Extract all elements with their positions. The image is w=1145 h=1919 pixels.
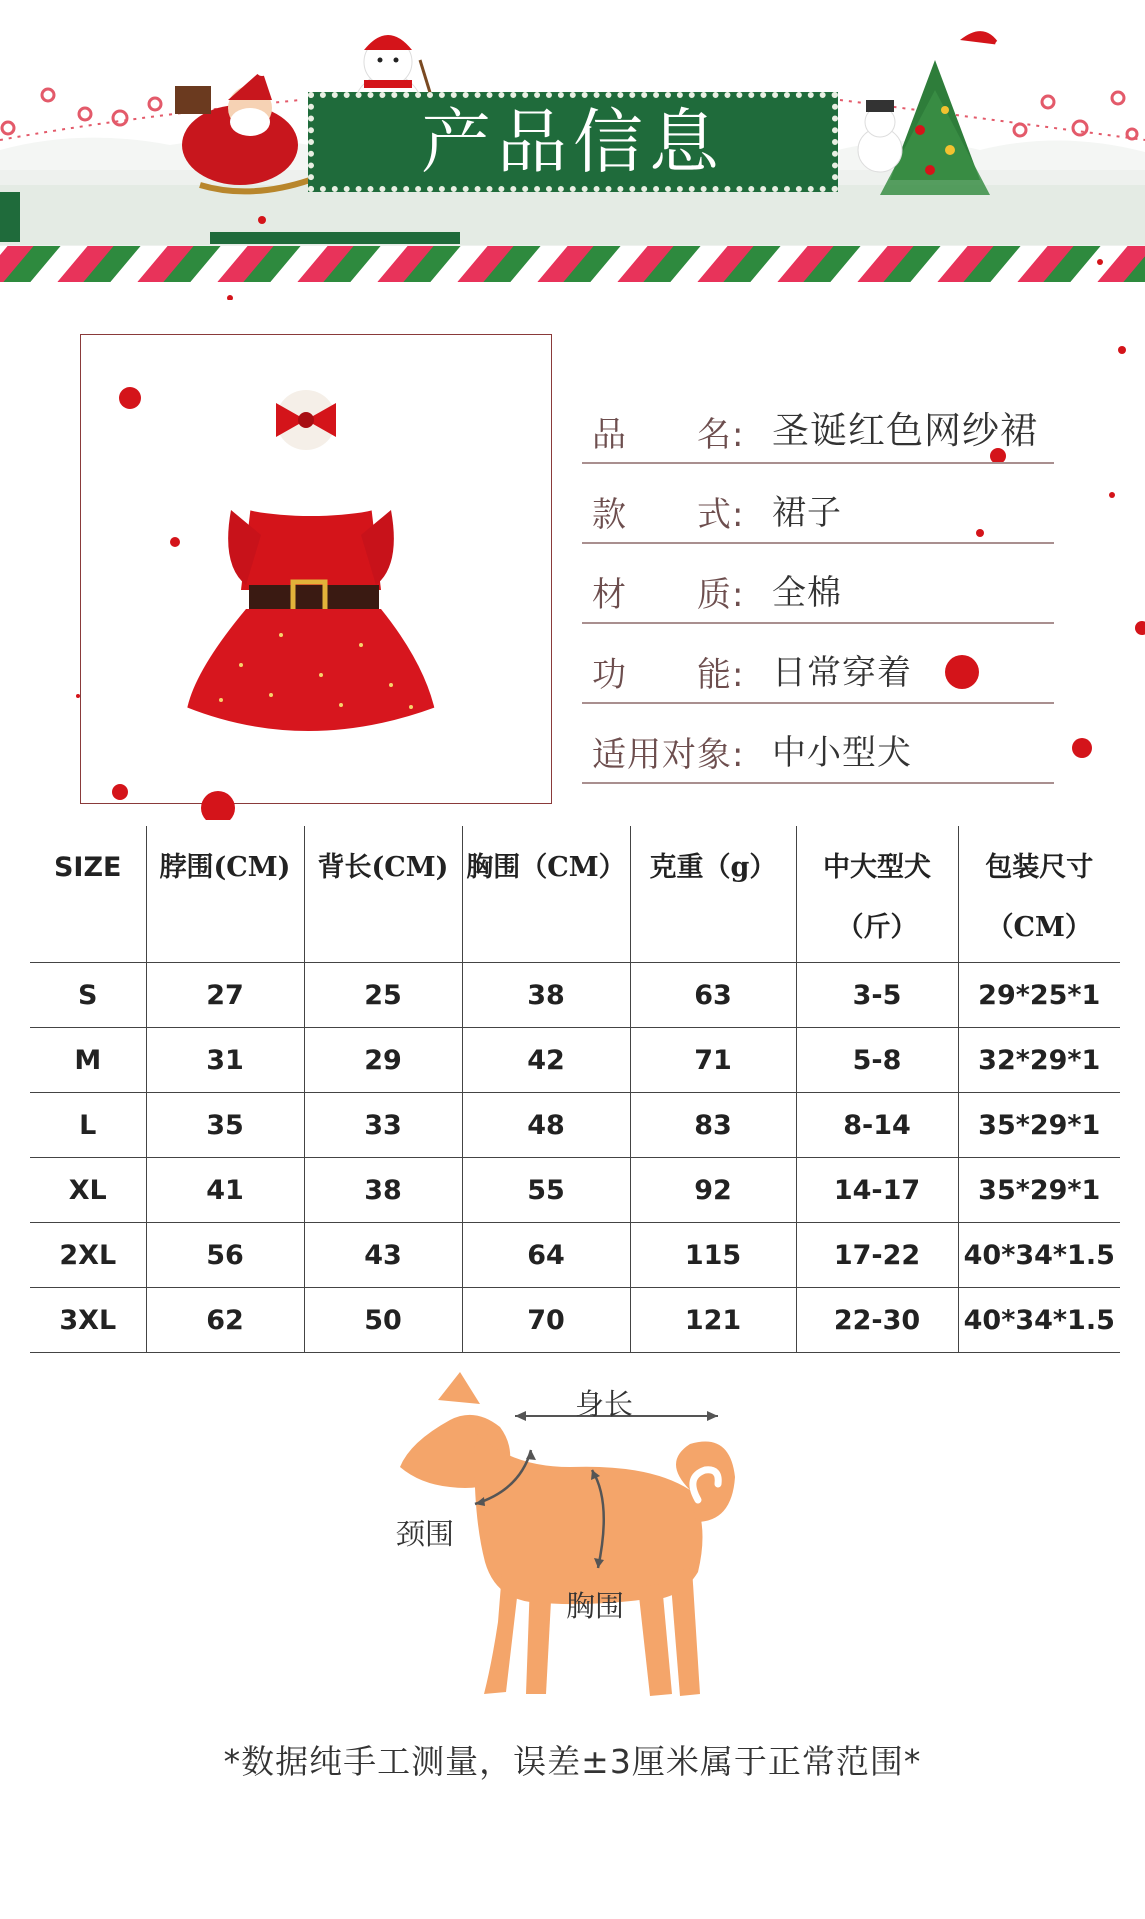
table-cell: 70: [462, 1288, 630, 1353]
table-cell: 56: [146, 1223, 304, 1288]
table-cell: 31: [146, 1028, 304, 1093]
table-row: [30, 1028, 1120, 1093]
table-cell: 35: [146, 1093, 304, 1158]
table-row: [30, 1223, 1120, 1288]
info-row-material: [582, 552, 1054, 624]
info-row-function: [582, 632, 1054, 704]
table-cell: 25: [304, 963, 462, 1028]
info-value: 圣诞红色网纱裙: [772, 409, 1038, 452]
header-cell: SIZE: [30, 826, 146, 963]
table-cell: 35*29*1: [958, 1093, 1120, 1158]
table-cell: 55: [462, 1158, 630, 1223]
table-cell: 8-14: [796, 1093, 958, 1158]
body-length-label: 身长: [575, 1387, 634, 1421]
header-cell: 克重（g）: [630, 826, 796, 963]
neck-label: 颈围: [396, 1517, 455, 1551]
table-cell: 63: [630, 963, 796, 1028]
table-cell: 17-22: [796, 1223, 958, 1288]
table-cell: 40*34*1.5: [958, 1223, 1120, 1288]
header-cell: 中大型犬 （斤）: [796, 826, 958, 963]
table-cell: 5-8: [796, 1028, 958, 1093]
info-label: 材 质:: [592, 575, 745, 615]
info-value: 日常穿着: [772, 653, 912, 693]
table-cell: 50: [304, 1288, 462, 1353]
header-cell: 包装尺寸 （CM）: [958, 826, 1120, 963]
info-label: 品 名:: [592, 415, 745, 455]
info-row-style: [582, 472, 1054, 544]
table-cell: 83: [630, 1093, 796, 1158]
header-cell: 脖围(CM): [146, 826, 304, 963]
size-table: [30, 826, 1120, 1353]
table-cell: 29: [304, 1028, 462, 1093]
table-cell: 64: [462, 1223, 630, 1288]
table-cell: 42: [462, 1028, 630, 1093]
table-row: [30, 1288, 1120, 1353]
table-cell: 38: [304, 1158, 462, 1223]
info-row-target: [582, 712, 1054, 784]
table-row: [30, 1093, 1120, 1158]
chest-label: 胸围: [566, 1589, 625, 1623]
table-cell: 35*29*1: [958, 1158, 1120, 1223]
table-cell: 71: [630, 1028, 796, 1093]
measurement-note: *数据纯手工测量，误差±3厘米属于正常范围*: [223, 1742, 922, 1781]
table-cell: 32*29*1: [958, 1028, 1120, 1093]
table-cell: 62: [146, 1288, 304, 1353]
table-cell: M: [30, 1028, 146, 1093]
table-cell: 29*25*1: [958, 963, 1120, 1028]
table-cell: 115: [630, 1223, 796, 1288]
table-cell: 40*34*1.5: [958, 1288, 1120, 1353]
table-cell: 14-17: [796, 1158, 958, 1223]
info-label: 款 式:: [592, 495, 745, 535]
info-row-name: [582, 392, 1054, 464]
table-cell: L: [30, 1093, 146, 1158]
page-title: 产品信息: [421, 101, 725, 183]
table-cell: 48: [462, 1093, 630, 1158]
table-cell: 41: [146, 1158, 304, 1223]
table-cell: 3XL: [30, 1288, 146, 1353]
table-cell: 121: [630, 1288, 796, 1353]
info-value: 中小型犬: [772, 733, 912, 773]
header-cell: 胸围（CM）: [462, 826, 630, 963]
table-cell: 33: [304, 1093, 462, 1158]
info-value: 全棉: [772, 573, 842, 613]
table-cell: 22-30: [796, 1288, 958, 1353]
header-cell: 背长(CM): [304, 826, 462, 963]
table-cell: 27: [146, 963, 304, 1028]
table-row: [30, 963, 1120, 1028]
table-header-row: [30, 826, 1120, 963]
table-cell: S: [30, 963, 146, 1028]
table-cell: 2XL: [30, 1223, 146, 1288]
table-cell: 38: [462, 963, 630, 1028]
info-label: 适用对象:: [592, 735, 745, 775]
table-cell: XL: [30, 1158, 146, 1223]
info-value: 裙子: [772, 493, 842, 533]
table-cell: 43: [304, 1223, 462, 1288]
table-row: [30, 1158, 1120, 1223]
info-label: 功 能:: [592, 655, 745, 695]
table-cell: 92: [630, 1158, 796, 1223]
table-cell: 3-5: [796, 963, 958, 1028]
